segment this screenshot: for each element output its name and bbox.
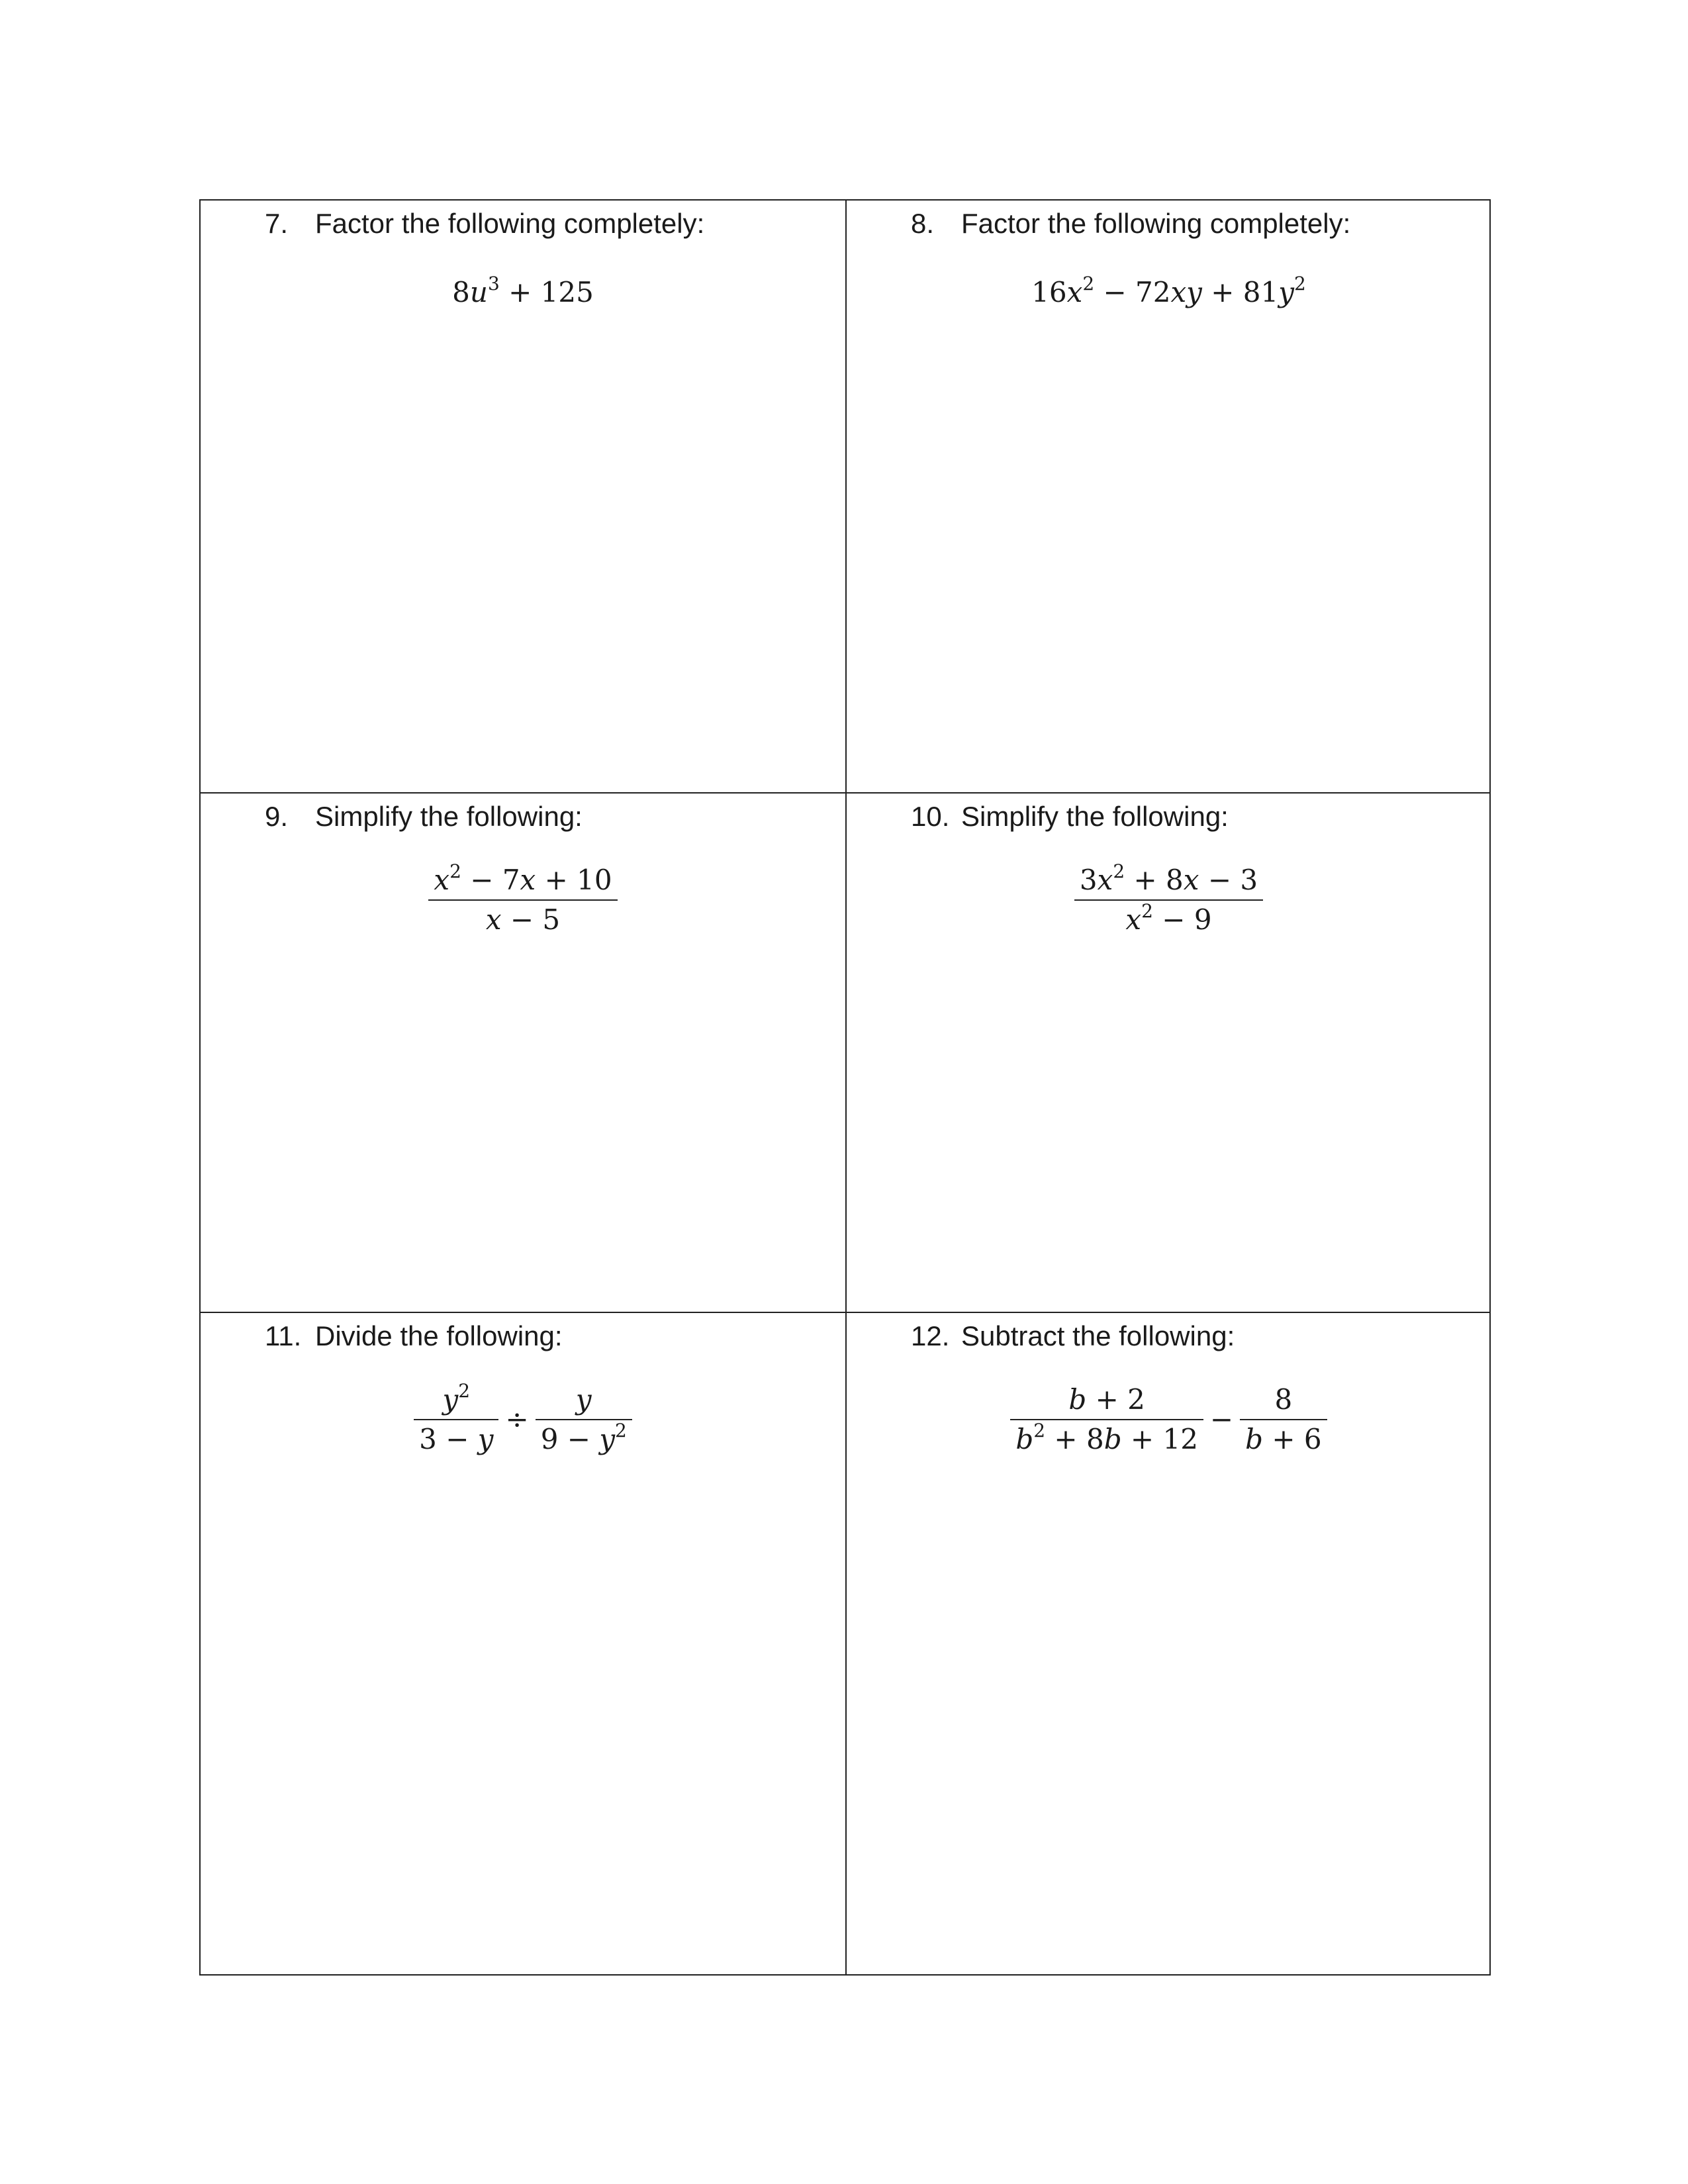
expression-term: − 72 (1094, 276, 1171, 308)
variable: b (1068, 1383, 1087, 1416)
problem-prompt (265, 205, 704, 243)
expression-term: − 5 (501, 903, 561, 936)
minus-operator: − (1209, 1403, 1234, 1435)
problem-expression (847, 860, 1491, 936)
fraction-denominator (428, 899, 617, 934)
fraction-denominator (414, 1419, 498, 1453)
coefficient: 8 (452, 276, 470, 308)
problem-expression (201, 273, 845, 308)
problem-prompt (911, 1317, 1235, 1355)
variable: x (434, 864, 450, 896)
exponent: 2 (1113, 860, 1125, 882)
variable: y (575, 1383, 592, 1416)
variable: x (1183, 864, 1199, 896)
problem-number: 10. (911, 801, 950, 832)
variable: x (485, 903, 502, 936)
exponent: 2 (1033, 1420, 1046, 1441)
variable: y (599, 1423, 616, 1455)
fraction-numerator (1240, 1383, 1327, 1419)
fraction-denominator (536, 1419, 632, 1453)
expression-term: − 9 (1152, 903, 1212, 936)
exponent: 2 (1141, 900, 1153, 922)
variable: x (1097, 864, 1113, 896)
variable: y (477, 1423, 494, 1455)
exponent: 3 (487, 273, 500, 295)
problem-prompt (265, 1317, 563, 1355)
fraction-numerator (414, 1380, 498, 1419)
variable: x (520, 864, 536, 896)
problem-expression (201, 860, 845, 936)
fraction (428, 860, 617, 936)
expression-term: + 12 (1121, 1423, 1198, 1455)
expression-term: + 81 (1201, 276, 1279, 308)
fraction (1240, 1383, 1327, 1455)
problem-instruction: Factor the following completely: (961, 208, 1351, 239)
variable: b (1103, 1423, 1122, 1455)
variable: b (1015, 1423, 1034, 1455)
coefficient: 3 (1079, 864, 1098, 896)
problem-expression (201, 1380, 845, 1455)
problem-cell-11 (201, 1313, 845, 1976)
problem-number: 7. (265, 208, 289, 239)
problem-number: 12. (911, 1320, 950, 1351)
expression-term: 8 (1274, 1383, 1293, 1416)
expression-term: + 2 (1086, 1383, 1145, 1416)
problem-cell-8 (847, 201, 1491, 792)
fraction (414, 1380, 498, 1455)
expression-term: 9 − (540, 1423, 600, 1455)
expression-term: 3 − (419, 1423, 478, 1455)
problem-cell-9 (201, 794, 845, 1312)
fraction-denominator (1240, 1419, 1327, 1453)
division-operator: ÷ (505, 1403, 529, 1435)
variable: x (1066, 276, 1083, 308)
expression-term: − 7 (461, 864, 520, 896)
problem-expression (847, 1383, 1491, 1455)
expression-term: + 10 (536, 864, 612, 896)
problem-number: 8. (911, 208, 935, 239)
variable: x (1125, 903, 1142, 936)
problem-instruction: Simplify the following: (961, 801, 1229, 832)
fraction (1010, 1383, 1203, 1455)
fraction-numerator (1074, 860, 1263, 899)
problem-number: 9. (265, 801, 289, 832)
expression-term: + 125 (499, 276, 594, 308)
problem-cell-10 (847, 794, 1491, 1312)
exponent: 2 (449, 860, 461, 882)
variable: y (442, 1383, 459, 1416)
fraction-numerator (1010, 1383, 1203, 1419)
fraction (536, 1383, 632, 1455)
expression-term: − 3 (1199, 864, 1258, 896)
exponent: 2 (458, 1380, 471, 1402)
variable: b (1245, 1423, 1264, 1455)
problem-expression (847, 273, 1491, 308)
problem-number: 11. (265, 1320, 302, 1351)
problem-grid (199, 199, 1491, 1976)
problem-instruction: Subtract the following: (961, 1320, 1235, 1351)
variable: u (469, 276, 488, 308)
problem-cell-7 (201, 201, 845, 792)
exponent: 2 (1082, 273, 1095, 295)
problem-prompt (265, 797, 583, 836)
fraction-denominator (1010, 1419, 1203, 1453)
expression-term: + 8 (1045, 1423, 1104, 1455)
fraction-numerator (428, 860, 617, 899)
fraction (1074, 860, 1263, 936)
problem-instruction: Simplify the following: (315, 801, 583, 832)
fraction-numerator (536, 1383, 632, 1419)
problem-cell-12 (847, 1313, 1491, 1976)
coefficient: 16 (1031, 276, 1067, 308)
problem-instruction: Divide the following: (315, 1320, 563, 1351)
expression-term: + 6 (1263, 1423, 1322, 1455)
exponent: 2 (615, 1420, 627, 1441)
fraction-denominator (1074, 899, 1263, 934)
variable: y (1278, 276, 1294, 308)
variable: xy (1170, 276, 1202, 308)
problem-prompt (911, 205, 1350, 243)
problem-prompt (911, 797, 1229, 836)
expression-term: + 8 (1125, 864, 1184, 896)
exponent: 2 (1293, 273, 1306, 295)
problem-instruction: Factor the following completely: (315, 208, 705, 239)
